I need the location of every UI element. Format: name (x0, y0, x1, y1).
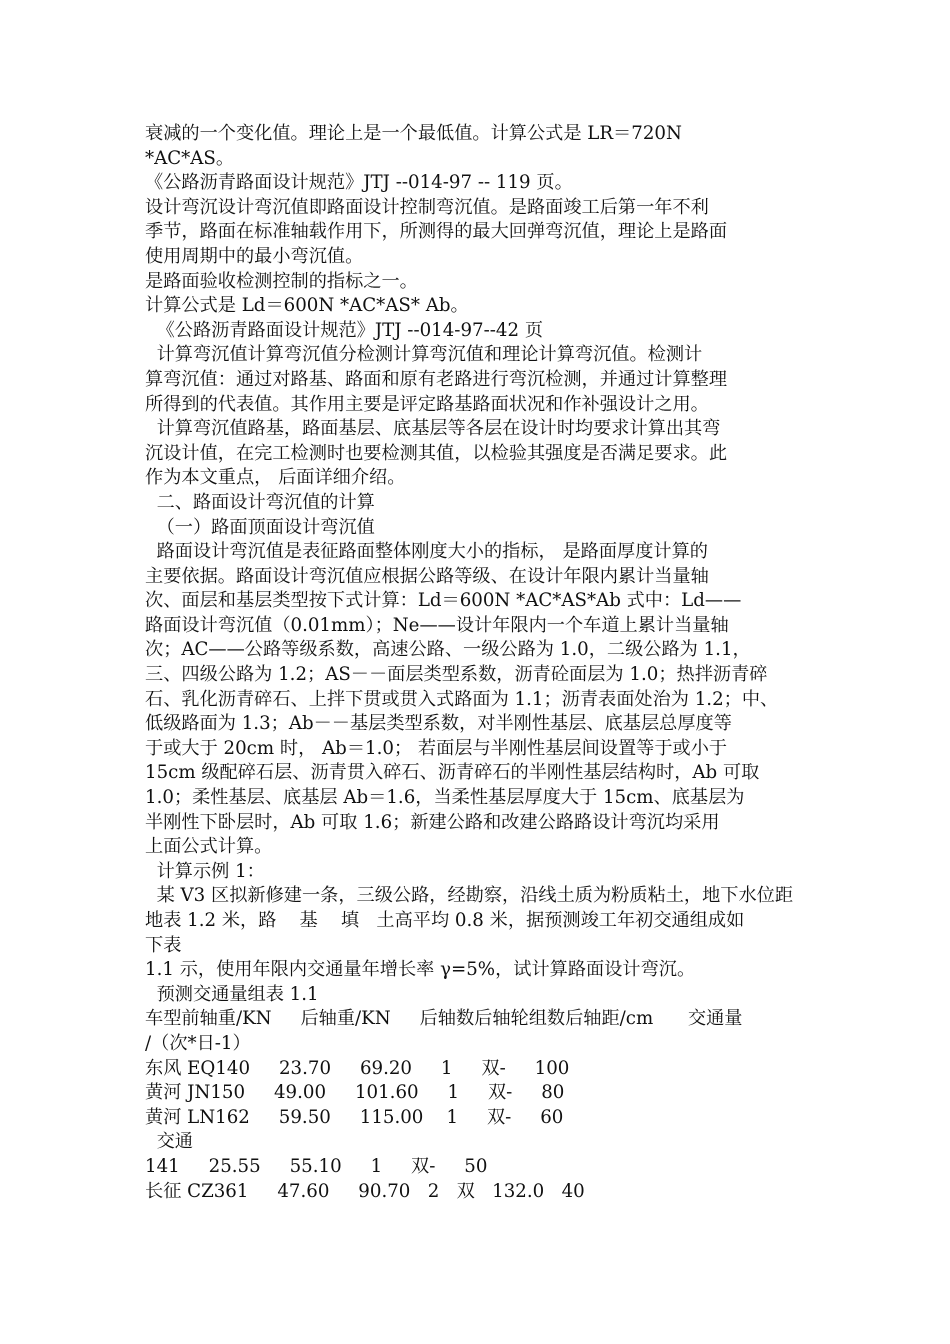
text-line: *AC*AS。 (145, 147, 235, 169)
text-line: 石、乳化沥青碎石、上拌下贯或贯入式路面为 1.1；沥青表面处治为 1.2；中、 (145, 688, 779, 710)
text-line: 是路面验收检测控制的指标之一。 (145, 270, 418, 292)
text-line: 衰减的一个变化值。理论上是一个最低值。计算公式是 LR＝720N (145, 123, 682, 144)
table-row: 东风 EQ140 23.70 69.20 1 双- 100 (145, 1057, 570, 1079)
table-row: 141 25.55 55.10 1 双- 50 (145, 1155, 488, 1177)
text-line: 主要依据。路面设计弯沉值应根据公路等级、在设计年限内累计当量轴 (145, 565, 709, 587)
text-line: 《公路沥青路面设计规范》JTJ --014-97 -- 119 页。 (145, 172, 573, 194)
text-line: 使用周期中的最小弯沉值。 (145, 245, 364, 267)
text-line: 1.0；柔性基层、底基层 Ab＝1.6，当柔性基层厚度大于 15cm、底基层为 (145, 787, 745, 809)
text-line: 地表 1.2 米，路 基 填 土高平均 0.8 米，据预测竣工年初交通组成如 (145, 910, 745, 931)
text-line: 设计弯沉设计弯沉值即路面设计控制弯沉值。是路面竣工后第一年不利 (145, 196, 709, 218)
document-body (145, 122, 815, 1204)
table-row: 长征 CZ361 47.60 90.70 2 双 132.0 40 (145, 1180, 585, 1202)
text-line: 所得到的代表值。其作用主要是评定路基路面状况和作补强设计之用。 (145, 393, 709, 415)
text-line: 算弯沉值：通过对路基、路面和原有老路进行弯沉检测，并通过计算整理 (145, 368, 728, 390)
table-row: 黄河 LN162 59.50 115.00 1 双- 60 (145, 1106, 564, 1128)
text-line: 半刚性下卧层时，Ab 可取 1.6；新建公路和改建公路路设计弯沉均采用 (145, 811, 720, 833)
table-caption: 预测交通量组表 1.1 (145, 983, 319, 1005)
text-line: 沉设计值，在完工检测时也要检测其值，以检验其强度是否满足要求。此 (145, 442, 728, 464)
text-line: 路面设计弯沉值（0.01mm）；Ne——设计年限内一个车道上累计当量轴 (145, 614, 729, 636)
section-heading: 二、路面设计弯沉值的计算 (145, 491, 375, 513)
text-line: 下表 (145, 934, 182, 956)
text-line: 季节，路面在标准轴载作用下，所测得的最大回弹弯沉值，理论上是路面 (145, 221, 728, 243)
table-row: 交通 (145, 1131, 193, 1153)
text-line: 次；AC——公路等级系数，高速公路、一级公路为 1.0，二级公路为 1.1， (145, 639, 751, 661)
table-header: /（次*日-1） (145, 1032, 251, 1054)
text-line: 计算弯沉值路基，路面基层、底基层等各层在设计时均要求计算出其弯 (145, 418, 721, 440)
example-heading: 计算示例 1： (145, 860, 265, 882)
text-line: 三、四级公路为 1.2；AS－－面层类型系数，沥青砼面层为 1.0；热拌沥青碎 (145, 664, 768, 686)
text-line: 计算公式是 Ld＝600N *AC*AS* Ab。 (145, 295, 469, 317)
text-line: 《公路沥青路面设计规范》JTJ --014-97--42 页 (145, 319, 544, 341)
text-line: 计算弯沉值计算弯沉值分检测计算弯沉值和理论计算弯沉值。检测计 (145, 344, 703, 366)
table-header: 车型前轴重/KN 后轴重/KN 后轴数后轴轮组数后轴距/cm 交通量 (145, 1008, 743, 1030)
text-line: 15cm 级配碎石层、沥青贯入碎石、沥青碎石的半刚性基层结构时，Ab 可取 (145, 762, 760, 784)
text-line: 于或大于 20cm 时， Ab＝1.0； 若面层与半刚性基层间设置等于或小于 (145, 737, 728, 759)
text-line: 次、面层和基层类型按下式计算：Ld＝600N *AC*AS*Ab 式中：Ld—— (145, 590, 742, 612)
text-line: 路面设计弯沉值是表征路面整体刚度大小的指标， 是路面厚度计算的 (145, 541, 708, 563)
text-line: 1.1 示，使用年限内交通量年增长率 γ=5%，试计算路面设计弯沉。 (145, 959, 696, 981)
text-line: 低级路面为 1.3；Ab－－基层类型系数，对半刚性基层、底基层总厚度等 (145, 713, 732, 735)
text-line: 作为本文重点， 后面详细介绍。 (145, 467, 406, 489)
text-line: 上面公式计算。 (145, 836, 273, 858)
subsection-heading: （一）路面顶面设计弯沉值 (145, 516, 375, 538)
text-line: 某 V3 区拟新修建一条，三级公路，经勘察，沿线土质为粉质粘土，地下水位距 (145, 885, 794, 907)
table-row: 黄河 JN150 49.00 101.60 1 双- 80 (145, 1082, 565, 1104)
